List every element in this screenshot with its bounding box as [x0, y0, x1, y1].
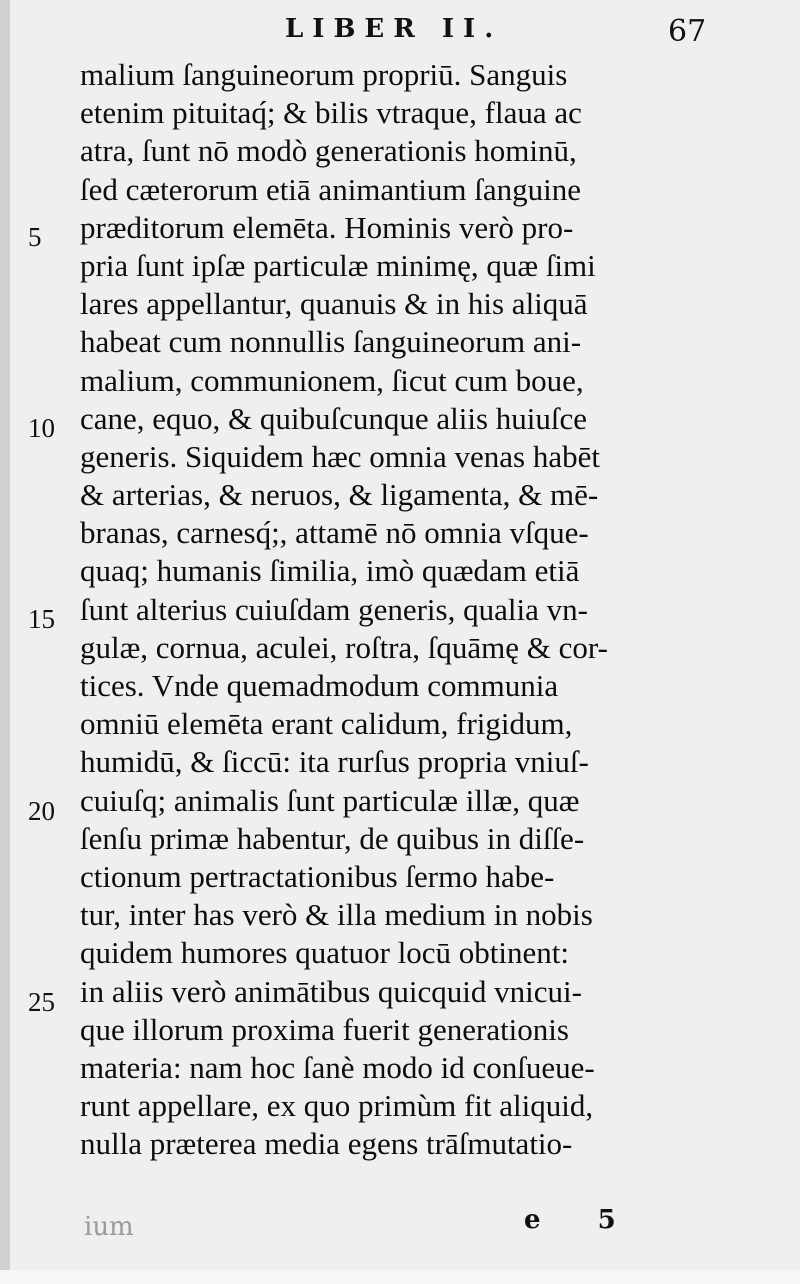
line-number: 20 — [28, 796, 55, 826]
text-line: runt appellare, ex quo primùm fit aliquid, — [80, 1088, 594, 1124]
text-line: in aliis verò animātibus quicquid vnicui- — [80, 973, 582, 1009]
text-line: generis. Siquidem hæc omnia venas habēt — [80, 438, 600, 474]
text-line: atra, ſunt nō modò generationis hominū, — [80, 133, 577, 169]
line-number: 5 — [28, 222, 42, 252]
line-number: 10 — [28, 413, 55, 443]
text-line: quidem humores quatuor locū obtinent: — [80, 935, 570, 971]
text-line: habeat cum nonnullis ſanguineorum ani- — [80, 324, 582, 360]
text-line: malium, communionem, ſicut cum boue, — [80, 362, 584, 398]
text-line: branas, carnesq́;, attamē nō omnia vſque- — [80, 515, 589, 551]
text-line: ſenſu primæ habentur, de quibus in diſſe- — [80, 820, 585, 856]
line-number: 15 — [28, 604, 55, 634]
text-line: ſed cæterorum etiā animantium ſanguine — [80, 171, 582, 207]
page-bottom-margin — [0, 1270, 800, 1284]
text-line: materia: nam hoc ſanè modo id conſueue- — [80, 1049, 595, 1085]
text-line: tur, inter has verò & illa medium in nobis — [80, 897, 593, 933]
page-edge-shadow — [0, 0, 10, 1284]
text-line: malium ſanguineorum propriū. Sanguis — [80, 57, 568, 92]
text-line: quaq; humanis ſimilia, imò quædam etiā — [80, 553, 580, 589]
text-line: lares appellantur, quanuis & in his aliquā — [80, 286, 588, 322]
text-line: præditorum elemēta. Hominis verò pro- — [80, 209, 574, 245]
line-number: 25 — [28, 987, 55, 1017]
text-line: omniū elemēta erant calidum, frigidum, — [80, 706, 573, 742]
text-line: tices. Vnde quemadmodum communia — [80, 668, 559, 703]
text-line: & arterias, & neruos, & ligamenta, & mē- — [80, 477, 599, 513]
text-line: cuiuſq; animalis ſunt particulæ illæ, quæ — [80, 782, 580, 818]
text-line: pria ſunt ipſæ particulæ minimę, quæ ſimi — [80, 247, 596, 283]
text-line: nulla præterea media egens trāſmutatio- — [80, 1126, 573, 1162]
signature-mark: e 5 — [524, 1205, 640, 1235]
catchword: ium — [84, 1212, 134, 1242]
text-line: humidū, & ſiccū: ita rurſus propria vniuſ- — [80, 744, 589, 780]
body-text — [80, 56, 720, 1163]
text-line: ctionum pertractationibus ſermo habe- — [80, 858, 555, 894]
text-line: cane, equo, & quibuſcunque aliis huiuſce — [80, 400, 588, 436]
page-number: 67 — [668, 14, 707, 49]
running-head: LIBER II. — [285, 14, 503, 44]
text-line: ſunt alterius cuiuſdam generis, qualia vn- — [80, 591, 588, 627]
text-line: que illorum proxima fuerit generationis — [80, 1011, 569, 1047]
text-line: gulæ, cornua, aculei, roſtra, ſquāmę & cor- — [80, 629, 608, 665]
text-line: etenim pituitaq́; & bilis vtraque, flaua ac — [80, 95, 582, 131]
